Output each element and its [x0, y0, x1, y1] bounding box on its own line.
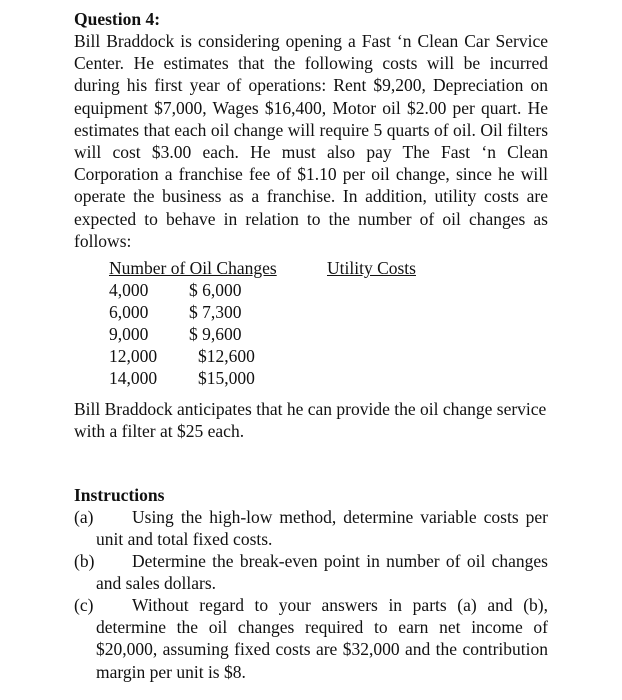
instruction-text-c: Without regard to your answers in parts (a) and (b), determine the oil changes required to earn net income of $20,000, assuming fixed costs are $32,000 and the contribution margin per unit is $8. — [96, 595, 548, 682]
oil-changes-cell: 9,000 — [109, 324, 149, 344]
oil-changes-cell: 14,000 — [109, 368, 158, 388]
utility-cost-cell: $ 6,000 — [189, 280, 242, 300]
instruction-label-a: (a) — [74, 507, 94, 527]
utility-cost-cell: $12,600 — [198, 346, 255, 366]
instruction-text-a: Using the high-low method, determine variable costs per unit and total fixed costs. — [96, 507, 548, 550]
table-header-utility-costs: Utility Costs — [327, 258, 416, 278]
instruction-text-b: Determine the break-even point in number of oil changes and sales dollars. — [96, 551, 548, 594]
pricing-note: Bill Braddock anticipates that he can provide the oil change service with a filter at $25 each. — [74, 399, 547, 442]
table-row — [109, 345, 409, 367]
table-row — [109, 279, 409, 301]
utility-cost-cell: $15,000 — [198, 368, 255, 388]
instructions-title: Instructions — [74, 485, 165, 505]
instruction-item-c — [74, 594, 548, 683]
instruction-item-a — [74, 506, 548, 550]
question-title: Question 4: — [74, 9, 161, 29]
utility-cost-cell: $ 9,600 — [189, 324, 242, 344]
oil-changes-cell: 6,000 — [109, 302, 149, 322]
table-row — [109, 367, 409, 389]
instruction-label-c: (c) — [74, 595, 94, 615]
oil-changes-cell: 12,000 — [109, 346, 158, 366]
table-header-oil-changes: Number of Oil Changes — [109, 258, 277, 278]
table-row — [109, 323, 409, 345]
table-row — [109, 301, 409, 323]
instruction-label-b: (b) — [74, 551, 95, 571]
instruction-item-b — [74, 550, 548, 594]
utility-cost-cell: $ 7,300 — [189, 302, 242, 322]
question-body: Bill Braddock is considering opening a Fast ‘n Clean Car Service Center. He estimates that the following costs will be incurred during his first year of operations: Rent $9,200, Depreciation on equipment $7,000, Wages $16,400, Motor oil $2.00 per quart. He estimates that each oil change will require 5 quarts of oil. Oil filters will cost $3.00 each. He must also pay The Fast ‘n Clean Corporation a franchise fee of $1.10 per oil change, since he will operate the business as a franchise. In addition, utility costs are expected to behave in relation to the number of oil changes as follows: — [74, 31, 548, 251]
oil-changes-cell: 4,000 — [109, 280, 149, 300]
